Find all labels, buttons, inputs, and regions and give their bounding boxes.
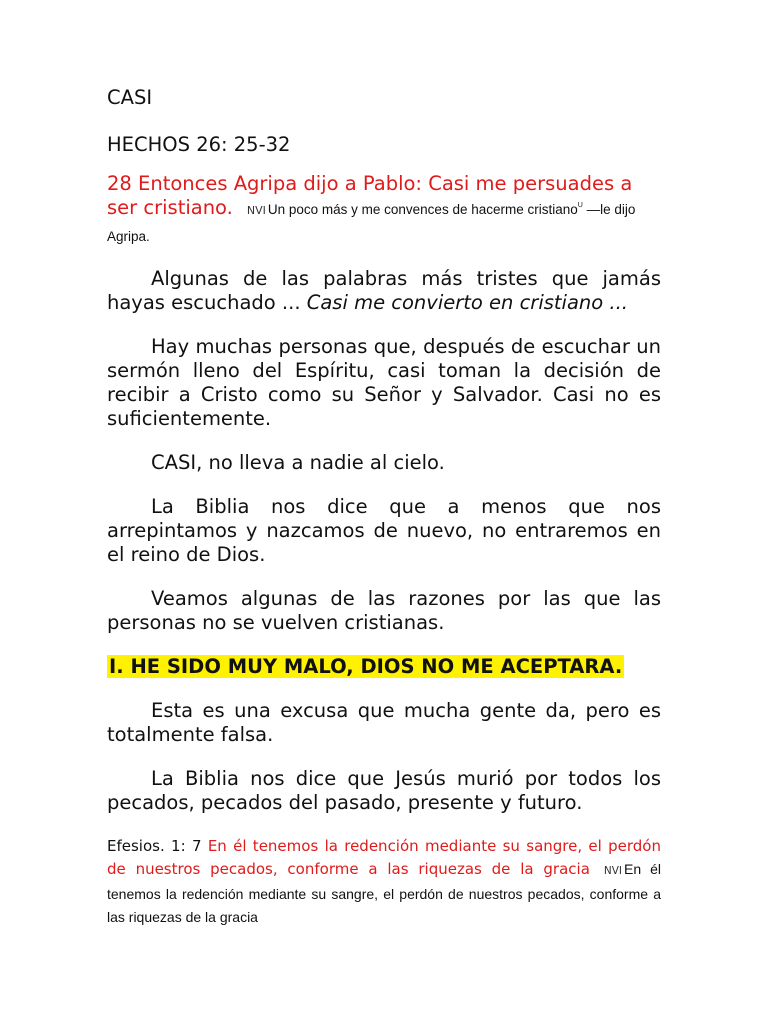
scripture-reference: HECHOS 26: 25-32 bbox=[107, 133, 291, 156]
sermon-title: CASI bbox=[107, 86, 153, 109]
paragraph-7: La Biblia nos dice que Jesús murió por todos los pecados, pecados del pasado, presente y futuro. bbox=[107, 767, 661, 814]
key-verse bbox=[107, 172, 661, 247]
verse-superscript: U bbox=[577, 202, 583, 209]
paragraph-6: Esta es una excusa que mucha gente da, pero es totalmente falsa. bbox=[107, 699, 661, 746]
paragraph-4: La Biblia nos dice que a menos que nos arrepintamos y nazcamos de nuevo, no entraremos en el reino de Dios. bbox=[107, 495, 661, 566]
efesios-text: En él tenemos la redención mediante su sangre, el perdón de nuestros pecados, conforme a las riquezas de la gracia bbox=[107, 837, 661, 878]
efesios-ref: Efesios. 1: 7 bbox=[107, 837, 208, 855]
paragraph-5: Veamos algunas de las razones por las que las personas no se vuelven cristianas. bbox=[107, 587, 661, 634]
verse-text: 28 Entonces Agripa dijo a Pablo: Casi me persuades a ser cristiano. bbox=[107, 172, 633, 219]
section-heading-1 bbox=[107, 655, 661, 679]
paragraph-2: Hay muchas personas que, después de escuchar un sermón lleno del Espíritu, casi toman la decisión de recibir a Cristo como su Señor y Salvador. Casi no es suficientemente. bbox=[107, 335, 661, 430]
verse-translation: Un poco más y me convences de hacerme cristiano bbox=[267, 202, 578, 217]
version-tag: NVI bbox=[246, 204, 266, 217]
efesios-version-tag: NVI bbox=[603, 865, 623, 877]
paragraph-1-italic: Casi me convierto en cristiano ... bbox=[306, 291, 628, 314]
efesios-reference bbox=[107, 835, 661, 929]
efesios-translation: En él tenemos la redención mediante su sangre, el perdón de nuestros pecados, conforme a las riquezas de la gracia bbox=[107, 861, 661, 925]
verse-translation-end: —le dijo Agripa. bbox=[107, 202, 636, 244]
paragraph-1 bbox=[107, 267, 661, 315]
highlighted-heading: I. HE SIDO MUY MALO, DIOS NO ME ACEPTARA. bbox=[109, 655, 623, 678]
paragraph-1-text: Algunas de las palabras más tristes que jamás hayas escuchado ... bbox=[107, 267, 661, 314]
paragraph-3: CASI, no lleva a nadie al cielo. bbox=[151, 451, 445, 474]
